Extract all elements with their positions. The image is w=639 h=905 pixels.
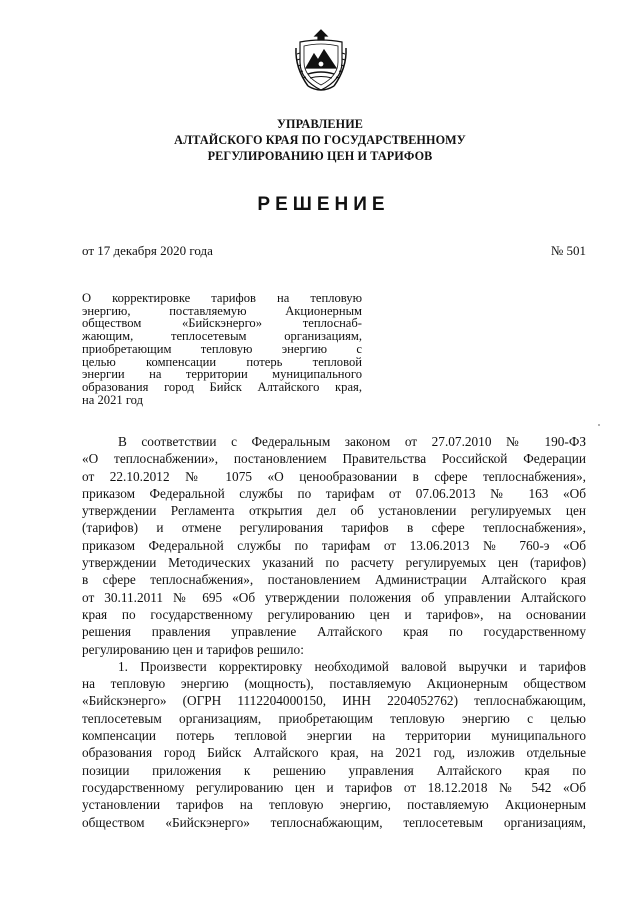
subject-line: на 2021 год [82,392,144,407]
subject-line: О корректировке тарифов на тепловую [82,291,362,305]
body-line: 1. Произвести корректировку необходимой валовой выручки и тарифов [118,658,586,674]
body-line: установлении тарифов на тепловую энергию, поставляемую Акционерным [82,797,586,813]
org-line: УПРАВЛЕНИЕ [276,117,364,131]
org-line: РЕГУЛИРОВАНИЮ ЦЕН И ТАРИФОВ [207,149,433,163]
subject-line: энергию, поставляемую Акционерным [82,303,362,318]
subject-line: жающим, теплосетевым организациям, [82,329,362,344]
body-line: «О теплоснабжении», постановлением Правительства Российской Федерации [82,451,586,467]
document-number: № 501 [550,243,586,258]
body-line: обществом «Бийскэнерго» теплоснабжающим, теплосетевым организациям, [82,814,586,830]
body-line: приказом Федеральной службы по тарифам от 13.06.2013 № 760-э «Об [82,537,586,553]
body-line: государственному регулированию цен и тарифов от 18.12.2018 № 542 «Об [82,779,586,795]
body-line: приказом Федеральной службы по тарифам от 07.06.2013 № 163 «Об [82,485,586,501]
body-line: регулированию цен и тарифов решило: [82,641,304,657]
scan-speck [598,424,600,426]
body-line: В соответствии с Федеральным законом от 27.07.2010 № 190-ФЗ [118,434,586,449]
document-title: РЕШЕНИЕ [257,194,390,215]
body-line: образования город Бийск Алтайского края, на 2021 год, изложив отдельные [82,745,586,761]
document-date: от 17 декабря 2020 года [82,243,213,258]
body-line: «Бийскэнерго» (ОГРН 1112204000150, ИНН 2204052762) теплоснабжающим, [82,693,586,709]
body-line: на тепловую энергию (мощность), поставляемую Акционерным обществом [82,676,586,692]
organization-name [100,116,540,164]
document-body [82,433,586,831]
body-line: утверждении Методических указаний по расчету регулируемых цен (тарифов) [82,555,586,571]
org-line: АЛТАЙСКОГО КРАЯ ПО ГОСУДАРСТВЕННОМУ [174,133,466,147]
subject-line: образования город Бийск Алтайского края, [82,379,362,394]
body-line: компенсации потерь тепловой энергии на территории муниципального [82,728,586,744]
body-line: края по государственному регулированию цен и тарифов», на основании [82,606,586,622]
body-line: теплосетевым организациям, приобретающим тепловую энергию с целью [82,710,586,726]
subject-line: обществом «Бийскэнерго» теплоснаб- [82,316,362,331]
body-line: (тарифов) и отмене регулирования тарифов в сфере теплоснабжения», [82,520,586,536]
body-line: позиции приложения к решению управления Алтайского края по [82,762,586,778]
document-subject [82,292,362,406]
body-line: решения правления управление Алтайского края по государственному [82,624,586,640]
subject-line: приобретающим тепловую энергию с [82,341,362,356]
subject-line: энергии на территории муниципального [82,367,362,382]
body-line: от 22.10.2012 № 1075 «О ценообразовании в сфере теплоснабжения», [82,468,586,484]
coat-of-arms-emblem [294,28,348,94]
body-line: в сфере теплоснабжения», постановлением Администрации Алтайского края [82,572,586,588]
subject-line: целью компенсации потерь тепловой [82,354,362,369]
body-line: от 30.11.2011 № 695 «Об утверждении положения об управлении Алтайского [82,589,586,605]
body-line: утверждении Регламента открытия дел об установлении регулируемых цен [82,503,586,519]
